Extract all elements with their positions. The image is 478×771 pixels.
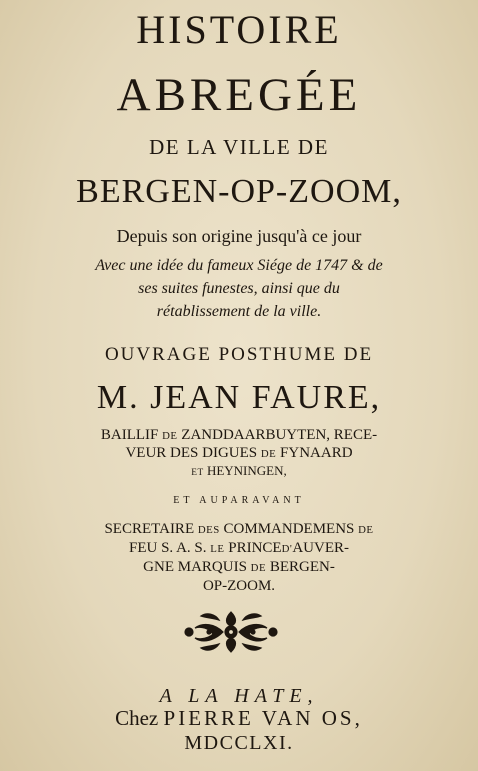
ouvrage-posthume: OUVRAGE POSTHUME DE — [104, 344, 374, 365]
secretary-des: DES — [197, 524, 220, 536]
subtitle: Depuis son origine jusqu'à ce jour — [116, 226, 362, 246]
secretary-secretaire: SECRETAIRE — [104, 521, 195, 537]
author-title-zanddaarbuyten: ZANDDAARBUYTEN, RECE- — [181, 427, 378, 443]
author-title-de: DE — [162, 430, 178, 442]
italic-line-3: rétablissement de la ville. — [156, 303, 322, 320]
author-title-line-3 — [0, 464, 478, 478]
imprint-publisher: PIERRE VAN OS, — [163, 706, 363, 730]
author-title-heyningen: HEYNINGEN, — [206, 463, 287, 478]
author-title-line-2 — [0, 446, 478, 461]
author-title-et: ET — [191, 468, 204, 478]
secretary-le: LE — [210, 543, 225, 555]
floral-ornament-icon — [179, 608, 283, 656]
secretary-commandemens: COMMANDEMENS — [223, 521, 355, 537]
secretary-feu-sas: FEU S. A. S. — [129, 540, 207, 556]
imprint-publisher-line — [0, 708, 478, 729]
secretary-de: DE — [358, 524, 374, 536]
imprint-chez: Chez — [115, 706, 159, 730]
author-title-baillif: BAILLIF — [100, 427, 159, 443]
secretary-line-3 — [0, 560, 478, 575]
imprint-date: MDCCLXI. — [184, 732, 294, 754]
author-name: M. JEAN FAURE, — [96, 379, 382, 416]
secretary-auver: AUVER- — [292, 540, 349, 556]
secretary-line-2 — [0, 541, 478, 556]
italic-line-1: Avec une idée du fameux Siége de 1747 & de — [95, 257, 383, 274]
secretary-gne-marquis: GNE MARQUIS — [143, 559, 247, 575]
secretary-bergen: BERGEN- — [269, 559, 335, 575]
author-title-line-1 — [0, 428, 478, 443]
secretary-d: D' — [281, 543, 293, 555]
title-line-histoire: HISTOIRE — [136, 7, 342, 52]
title-line-bergen-op-zoom: BERGEN-OP-ZOOM, — [76, 173, 402, 210]
title-line-de-la-ville: DE LA VILLE DE — [149, 135, 329, 159]
italic-line-2: ses suites funestes, ainsi que du — [138, 280, 340, 297]
secretary-line-1 — [0, 522, 478, 537]
author-title-de-2: DE — [260, 448, 277, 460]
et-auparavant: ET AUPARAVANT — [173, 495, 305, 506]
secretary-prince: PRINCE — [228, 540, 282, 556]
imprint-place: A LA HATE, — [159, 685, 319, 707]
secretary-de-2: DE — [250, 562, 267, 574]
title-line-abregee: ABREGÉE — [116, 69, 362, 121]
author-title-digues: VEUR DES DIGUES — [125, 445, 258, 461]
author-title-fynaard: FYNAARD — [280, 445, 353, 461]
secretary-line-4: OP-ZOOM. — [202, 578, 276, 594]
